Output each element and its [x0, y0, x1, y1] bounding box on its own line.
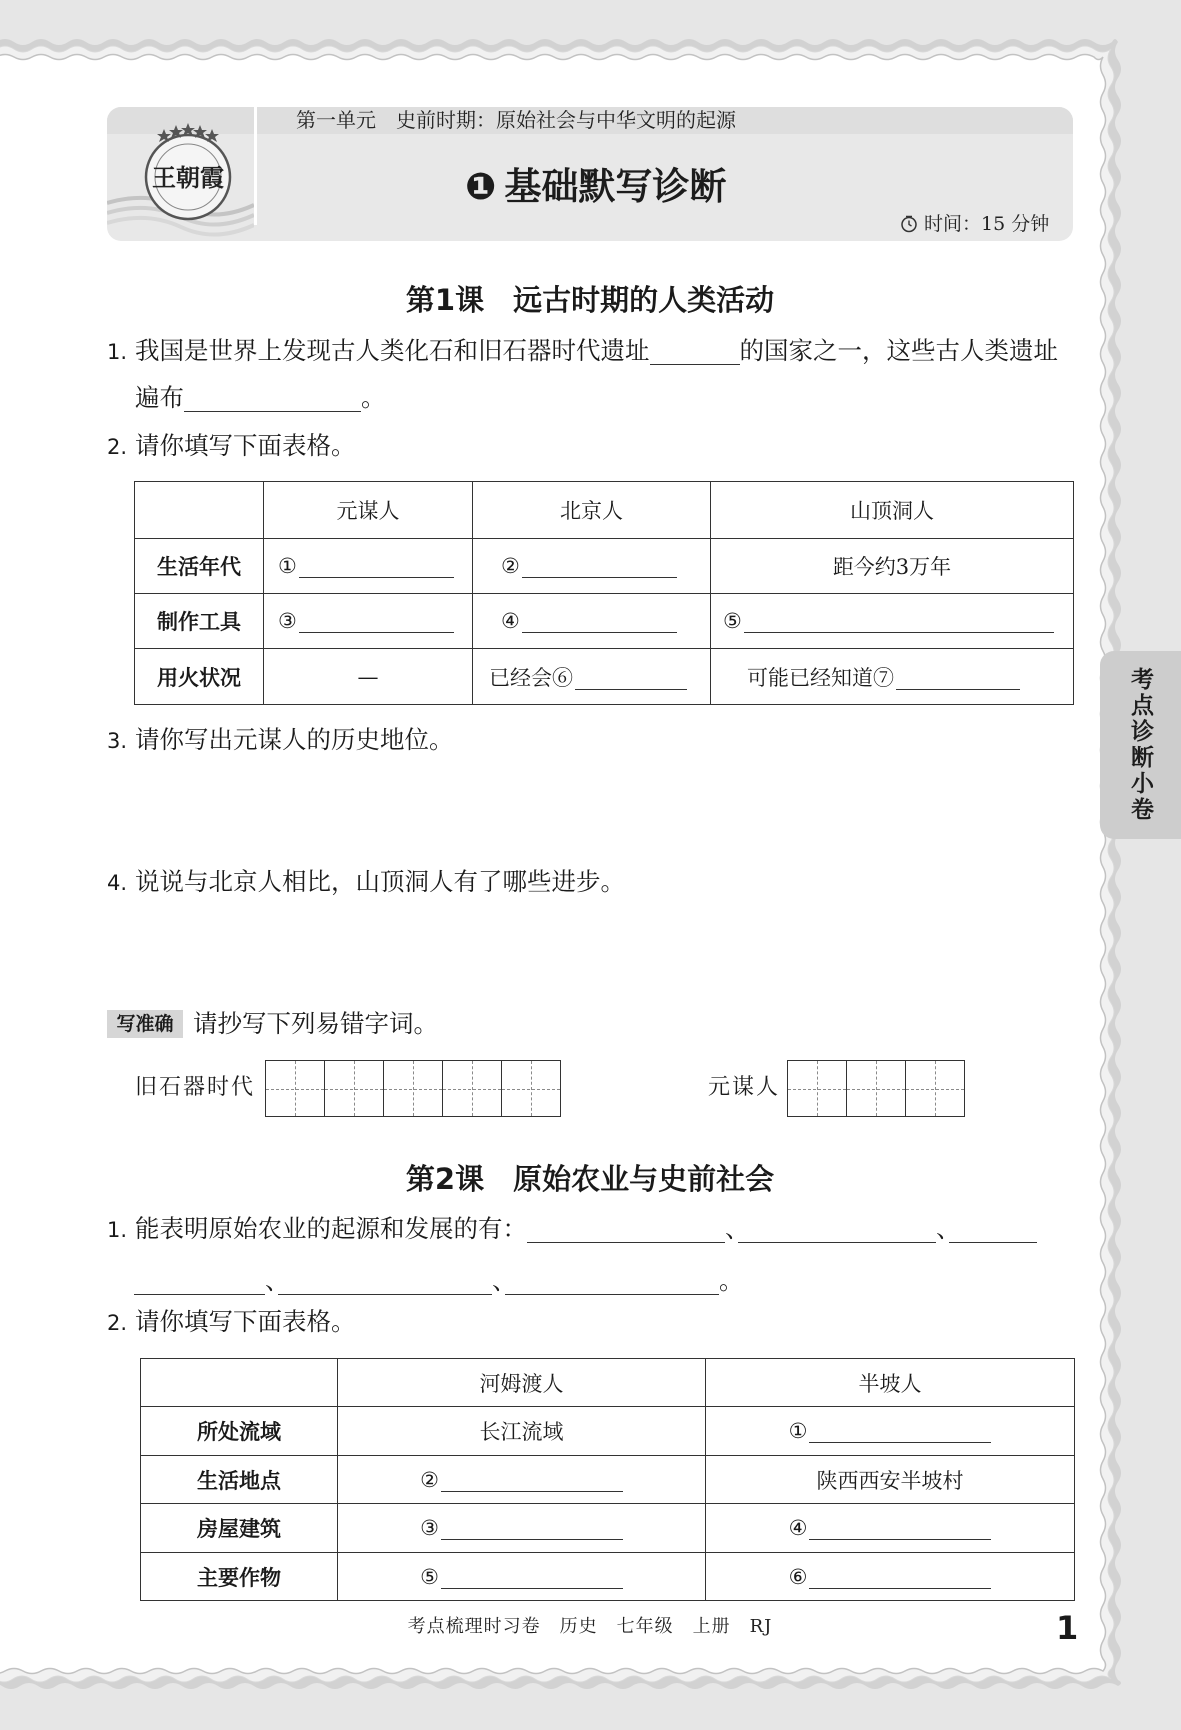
practice-badge: 写准确 [107, 1010, 183, 1038]
answer-blank [522, 557, 677, 578]
time-limit [900, 211, 1049, 237]
table-cell: — [264, 649, 473, 705]
lesson1-q4 [107, 867, 625, 897]
separator: 、 [265, 1266, 290, 1295]
grid-cell [847, 1061, 906, 1116]
answer-blank [738, 1220, 936, 1243]
side-tab-label: 考点诊断小卷 [1127, 667, 1153, 823]
cell-marker: ⑤ [420, 1564, 439, 1589]
grid-cell [788, 1061, 847, 1116]
table-cell [338, 1504, 706, 1553]
answer-blank [650, 342, 740, 365]
table-cell: 陕西西安半坡村 [706, 1456, 1075, 1504]
question-text: 。 [361, 383, 386, 412]
answer-blank [744, 612, 1054, 633]
question-number: 1. [107, 1218, 128, 1242]
cell-marker: ④ [788, 1516, 808, 1540]
table-cell [338, 1553, 706, 1601]
column-header: 河姆渡人 [338, 1359, 706, 1407]
cell-marker: ⑤ [723, 609, 742, 633]
row-label: 生活地点 [141, 1456, 338, 1504]
grid-cell [502, 1061, 560, 1116]
answer-blank [134, 1272, 265, 1295]
answer-blank [809, 1422, 991, 1443]
table-cell: 距今约3万年 [711, 539, 1074, 594]
answer-blank [505, 1272, 719, 1295]
page-number: 1 [1056, 1609, 1079, 1647]
question-text: 。 [719, 1266, 744, 1295]
side-tab [1100, 651, 1181, 839]
answer-blank [575, 669, 687, 690]
answer-blank [299, 557, 454, 578]
table-cell [264, 594, 473, 649]
question-number: 4. [107, 871, 128, 895]
table-row [141, 1553, 1075, 1601]
table-cell [338, 1456, 706, 1504]
answer-blank [278, 1272, 492, 1295]
lesson1-q2 [107, 431, 356, 461]
unit-title: 第一单元 史前时期：原始社会与中华文明的起源 [296, 108, 736, 132]
table-row [141, 1407, 1075, 1456]
answer-blank [522, 612, 677, 633]
question-text: 请你写出元谋人的历史地位。 [135, 725, 454, 754]
logo-text: 王朝霞 [152, 163, 224, 192]
clock-icon [900, 215, 918, 233]
answer-blank [949, 1220, 1037, 1243]
cell-marker: ① [788, 1419, 808, 1443]
table-row [141, 1504, 1075, 1553]
table-cell [473, 594, 711, 649]
answer-blank [299, 612, 454, 633]
table-cell [473, 649, 711, 705]
lesson2-title: 第2课 原始农业与史前社会 [405, 1162, 775, 1196]
row-label: 生活年代 [135, 539, 264, 594]
question-number: 1. [107, 340, 128, 364]
answer-blank [441, 1519, 623, 1540]
separator: 、 [936, 1214, 961, 1243]
lesson2-q1-line1 [107, 1214, 1037, 1244]
question-number: 3. [107, 729, 128, 753]
grid-cell [325, 1061, 384, 1116]
cell-marker: ⑥ [788, 1564, 808, 1589]
row-label: 所处流域 [141, 1407, 338, 1456]
table-header-row [141, 1359, 1075, 1407]
publisher-logo [107, 107, 254, 241]
lesson1-q1-line1 [107, 336, 1058, 366]
row-label: 房屋建筑 [141, 1504, 338, 1553]
row-label: 制作工具 [135, 594, 264, 649]
separator: 、 [725, 1214, 750, 1243]
table-row [135, 649, 1074, 705]
lesson1-q3 [107, 725, 454, 755]
answer-blank [527, 1220, 725, 1243]
writing-grid [265, 1060, 561, 1117]
cell-marker: ③ [420, 1516, 439, 1540]
answer-blank [441, 1471, 623, 1492]
title-number: ❶ [465, 165, 497, 208]
separator: 、 [492, 1266, 517, 1295]
question-text: 请你填写下面表格。 [135, 1307, 356, 1336]
lesson1-title: 第1课 远古时期的人类活动 [405, 283, 775, 317]
column-header: 半坡人 [706, 1359, 1075, 1407]
row-label: 用火状况 [135, 649, 264, 705]
answer-blank [896, 669, 1020, 690]
question-text: 我国是世界上发现古人类化石和旧石器时代遗址 [135, 336, 650, 365]
question-text: 说说与北京人相比，山顶洞人有了哪些进步。 [135, 867, 625, 896]
writing-grid [787, 1060, 965, 1117]
table-cell [264, 539, 473, 594]
lesson1-q1-line2 [135, 383, 386, 413]
column-header: 山顶洞人 [711, 482, 1074, 539]
table-cell [706, 1553, 1075, 1601]
cell-marker: ② [420, 1467, 439, 1492]
answer-blank [184, 389, 361, 412]
question-text: 请你填写下面表格。 [135, 431, 356, 460]
question-text: 的国家之一，这些古人类遗址 [739, 336, 1058, 365]
column-header: 元谋人 [264, 482, 473, 539]
grid-cell [266, 1061, 325, 1116]
header-divider [254, 107, 257, 225]
practice-word: 元谋人 [708, 1075, 781, 1100]
question-number: 2. [107, 1311, 128, 1335]
lesson2-table [140, 1358, 1075, 1601]
lesson2-q2 [107, 1307, 356, 1337]
grid-cell [906, 1061, 964, 1116]
table-row [135, 539, 1074, 594]
table-corner-cell [141, 1359, 338, 1407]
cell-text: 可能已经知道⑦ [747, 665, 894, 690]
cell-marker: ① [278, 554, 297, 578]
lesson1-table [134, 481, 1074, 705]
question-text: 遍布 [135, 383, 184, 412]
title-text: 基础默写诊断 [504, 165, 727, 208]
answer-blank [441, 1568, 623, 1589]
worksheet-header [107, 107, 1073, 241]
answer-blank [809, 1568, 991, 1589]
footer-text: 考点梳理时习卷 历史 七年级 上册 RJ [407, 1616, 773, 1637]
table-cell [706, 1407, 1075, 1456]
cell-marker: ④ [501, 609, 520, 633]
worksheet-title [465, 165, 726, 209]
cell-text: 已经会⑥ [489, 665, 573, 690]
table-cell [473, 539, 711, 594]
table-cell [706, 1504, 1075, 1553]
practice-word: 旧石器时代 [135, 1075, 256, 1100]
cell-marker: ③ [278, 609, 297, 633]
table-cell [711, 649, 1074, 705]
lesson2-q1-line2 [134, 1266, 744, 1296]
time-label: 时间：15 分钟 [924, 213, 1050, 235]
row-label: 主要作物 [141, 1553, 338, 1601]
table-header-row [135, 482, 1074, 539]
table-row [135, 594, 1074, 649]
table-cell: 长江流域 [338, 1407, 706, 1456]
table-row [141, 1456, 1075, 1504]
column-header: 北京人 [473, 482, 711, 539]
grid-cell [443, 1061, 502, 1116]
answer-blank [809, 1519, 991, 1540]
question-number: 2. [107, 435, 128, 459]
table-corner-cell [135, 482, 264, 539]
cell-marker: ② [501, 554, 520, 578]
question-text: 能表明原始农业的起源和发展的有： [135, 1214, 527, 1243]
table-cell [711, 594, 1074, 649]
practice-instruction: 请抄写下列易错字词。 [193, 1009, 438, 1038]
grid-cell [384, 1061, 443, 1116]
